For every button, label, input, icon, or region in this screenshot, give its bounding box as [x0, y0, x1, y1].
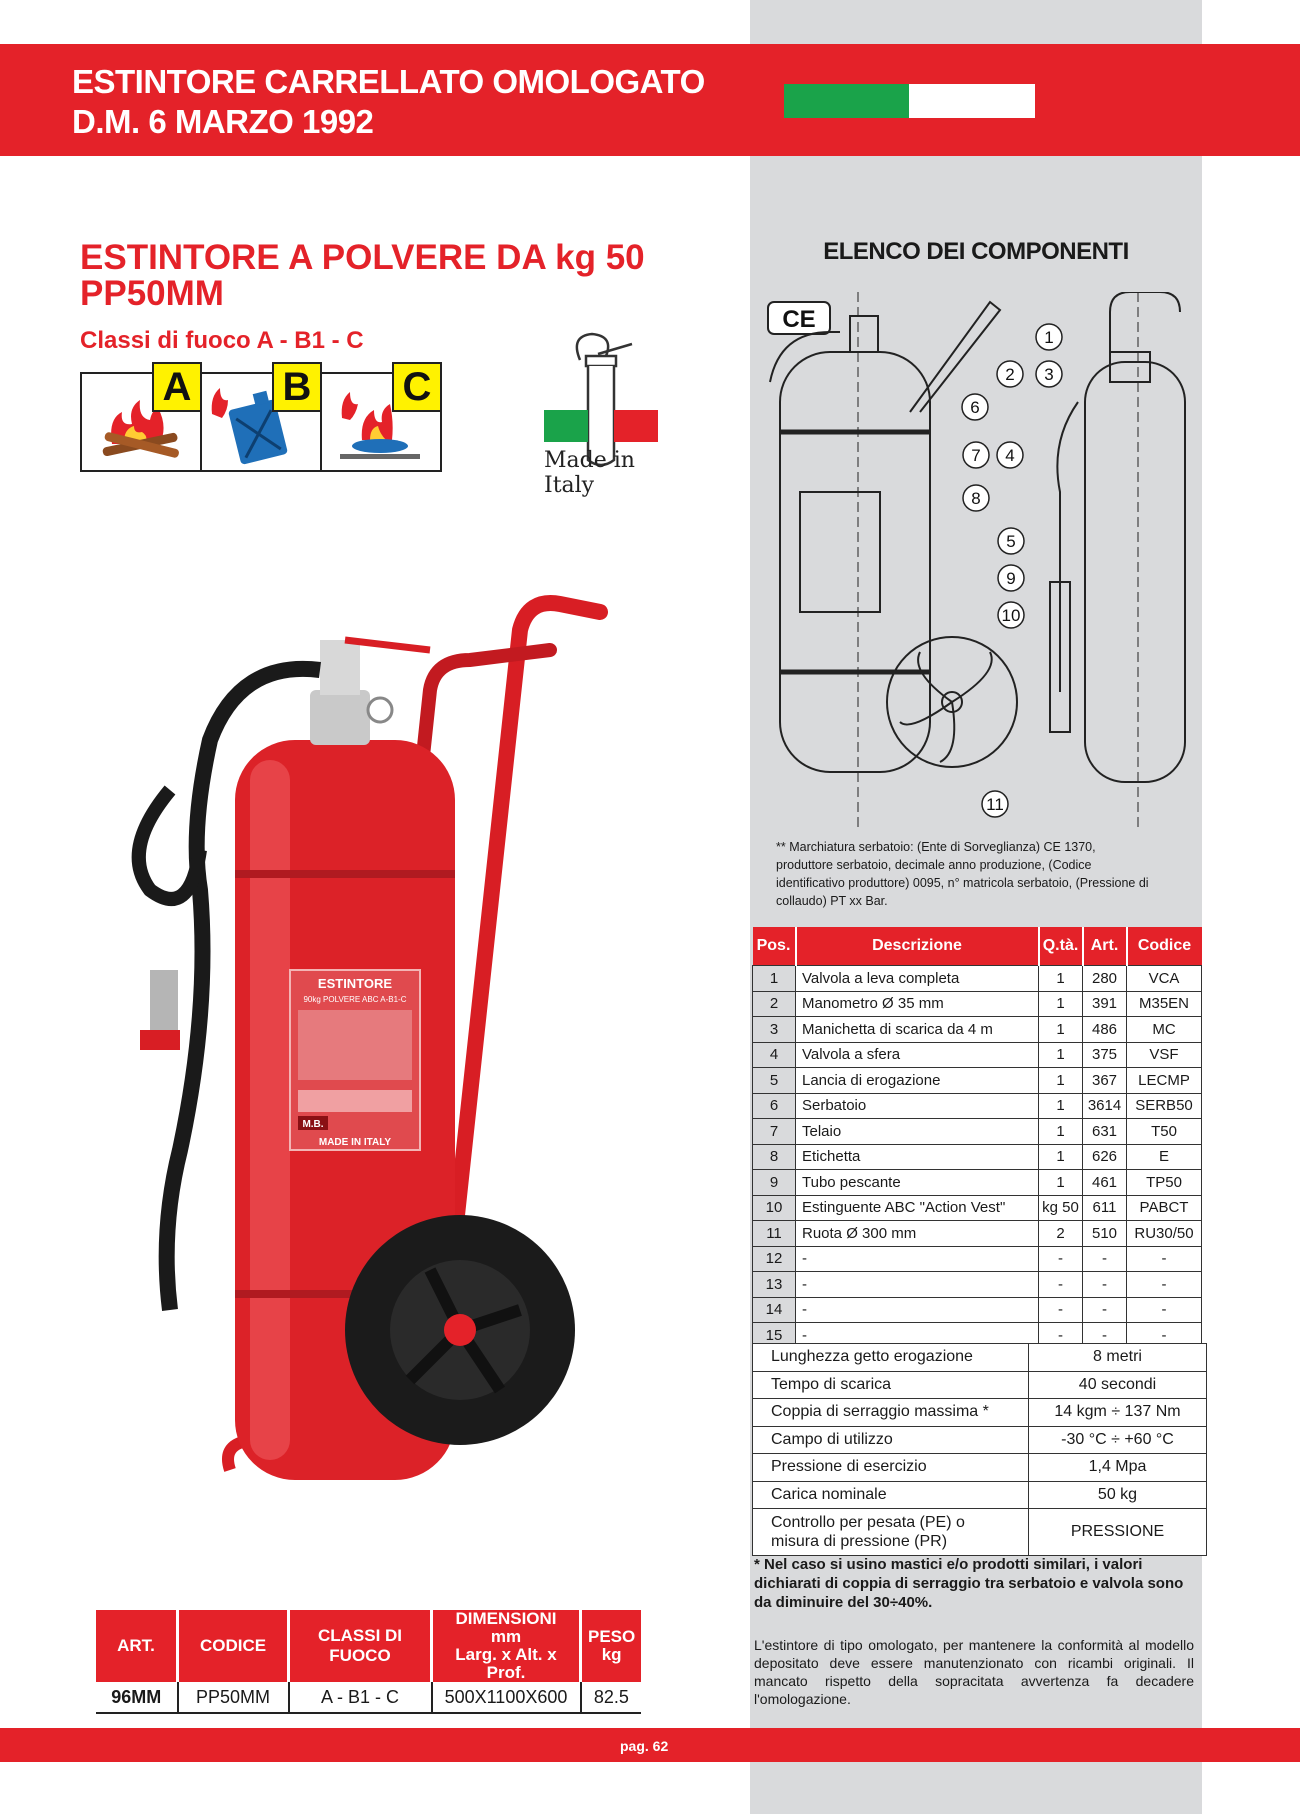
svg-text:11: 11 [986, 795, 1004, 814]
component-cell-pos: 4 [753, 1042, 796, 1068]
spec-label: Tempo di scarica [753, 1371, 1029, 1399]
spec-label-controllo [753, 1509, 1029, 1556]
spec-value: 50 kg [1029, 1481, 1207, 1509]
cell-classi: A - B1 - C [289, 1682, 432, 1713]
header-peso-line2: kg [601, 1645, 622, 1664]
component-cell-descrizione: Telaio [796, 1119, 1039, 1145]
component-cell-qta: 1 [1039, 1144, 1083, 1170]
component-row [753, 1272, 1202, 1298]
product-title [80, 240, 645, 312]
component-cell-descrizione: Manichetta di scarica da 4 m [796, 1017, 1039, 1043]
component-cell-art: 611 [1083, 1195, 1127, 1221]
svg-text:8: 8 [971, 489, 981, 508]
cell-peso: 82.5 [581, 1682, 642, 1713]
spec-label-controllo-line1: Controllo per pesata (PE) o [771, 1514, 965, 1531]
component-cell-qta: 1 [1039, 1017, 1083, 1043]
spec-label: Carica nominale [753, 1481, 1029, 1509]
component-cell-descrizione: Serbatoio [796, 1093, 1039, 1119]
component-cell-pos: 15 [753, 1323, 796, 1349]
component-cell-codice: MC [1127, 1017, 1202, 1043]
callout-9 [998, 565, 1024, 591]
product-spec-table [96, 1610, 641, 1714]
cell-art: 96MM [96, 1682, 178, 1713]
flag-red [1035, 84, 1160, 118]
page-title [72, 62, 705, 142]
fire-class-c-letter: C [392, 362, 442, 412]
svg-text:2: 2 [1005, 365, 1015, 384]
component-cell-pos: 8 [753, 1144, 796, 1170]
component-cell-pos: 5 [753, 1068, 796, 1094]
component-cell-art: - [1083, 1297, 1127, 1323]
page-title-line2: D.M. 6 MARZO 1992 [72, 103, 374, 140]
svg-text:7: 7 [971, 446, 981, 465]
header-qta: Q.tà. [1039, 927, 1083, 966]
header-art: ART. [96, 1610, 178, 1682]
component-cell-descrizione: Etichetta [796, 1144, 1039, 1170]
spec-row [753, 1344, 1207, 1372]
spec-label: Coppia di serraggio massima * [753, 1399, 1029, 1427]
component-cell-descrizione: - [796, 1297, 1039, 1323]
component-row [753, 1297, 1202, 1323]
product-image [130, 590, 650, 1540]
components-title: ELENCO DEI COMPONENTI [823, 238, 1129, 265]
header-pos: Pos. [753, 927, 796, 966]
note-line1: ** Marchiatura serbatoio: (Ente di Sorveglianza) CE 1370, [776, 840, 1096, 854]
callout-7 [963, 442, 989, 468]
fire-class-b-icon [200, 365, 322, 472]
page-title-line1: ESTINTORE CARRELLATO OMOLOGATO [72, 63, 705, 100]
component-cell-art: 367 [1083, 1068, 1127, 1094]
component-cell-descrizione: Valvola a sfera [796, 1042, 1039, 1068]
spec-label: Campo di utilizzo [753, 1426, 1029, 1454]
component-cell-pos: 2 [753, 991, 796, 1017]
component-cell-codice: VSF [1127, 1042, 1202, 1068]
component-cell-descrizione: Estinguente ABC "Action Vest" [796, 1195, 1039, 1221]
fire-classes-label: Classi di fuoco A - B1 - C [80, 327, 364, 354]
note-line4: collaudo) PT xx Bar. [776, 894, 888, 908]
spec-row [753, 1426, 1207, 1454]
component-row [753, 991, 1202, 1017]
fire-class-a-letter: A [152, 362, 202, 412]
spec-value: -30 °C ÷ +60 °C [1029, 1426, 1207, 1454]
component-cell-qta: - [1039, 1272, 1083, 1298]
svg-text:4: 4 [1005, 446, 1015, 465]
callout-11 [982, 791, 1008, 817]
component-cell-art: 486 [1083, 1017, 1127, 1043]
header-peso-line1: PESO [588, 1627, 636, 1646]
components-header-row [753, 927, 1202, 966]
component-cell-qta: 2 [1039, 1221, 1083, 1247]
tank-marking-note [776, 838, 1166, 910]
header-descrizione: Descrizione [796, 927, 1039, 966]
component-cell-descrizione: - [796, 1272, 1039, 1298]
component-row [753, 1119, 1202, 1145]
note-line2: produttore serbatoio, decimale anno produzione, (Codice [776, 858, 1092, 872]
spec-row [753, 1481, 1207, 1509]
component-cell-qta: 1 [1039, 1068, 1083, 1094]
callout-6 [962, 394, 988, 420]
callout-10 [998, 602, 1024, 628]
fire-class-b-letter: B [272, 362, 322, 412]
spec-row [753, 1371, 1207, 1399]
component-row [753, 1221, 1202, 1247]
component-cell-pos: 11 [753, 1221, 796, 1247]
component-cell-codice: TP50 [1127, 1170, 1202, 1196]
header-dimensioni-line1: DIMENSIONI mm [455, 1609, 557, 1646]
component-cell-art: 3614 [1083, 1093, 1127, 1119]
component-row [753, 1042, 1202, 1068]
header-classi: CLASSI DI FUOCO [289, 1610, 432, 1682]
product-code-title: PP50MM [80, 274, 224, 313]
ce-mark: CE [782, 306, 816, 333]
component-cell-descrizione: Valvola a leva completa [796, 966, 1039, 992]
component-row [753, 1195, 1202, 1221]
component-cell-codice: - [1127, 1272, 1202, 1298]
header-codice: Codice [1127, 927, 1202, 966]
flag-green [784, 84, 909, 118]
component-cell-qta: 1 [1039, 1119, 1083, 1145]
spec-label: Lunghezza getto erogazione [753, 1344, 1029, 1372]
component-row [753, 1017, 1202, 1043]
component-cell-pos: 1 [753, 966, 796, 992]
component-cell-art: 461 [1083, 1170, 1127, 1196]
component-cell-codice: - [1127, 1323, 1202, 1349]
component-cell-pos: 13 [753, 1272, 796, 1298]
component-cell-art: - [1083, 1272, 1127, 1298]
component-cell-qta: - [1039, 1323, 1083, 1349]
label-polvere: 90kg POLVERE ABC A-B1-C [303, 995, 407, 1004]
component-cell-codice: T50 [1127, 1119, 1202, 1145]
callout-2 [997, 361, 1023, 387]
svg-text:1: 1 [1044, 328, 1054, 347]
component-row [753, 1246, 1202, 1272]
callout-8 [963, 485, 989, 511]
product-title-line1: ESTINTORE A POLVERE DA kg 50 [80, 238, 645, 277]
page-number: pag. 62 [620, 1738, 669, 1754]
header-codice: CODICE [178, 1610, 289, 1682]
svg-text:5: 5 [1006, 532, 1016, 551]
component-cell-descrizione: Manometro Ø 35 mm [796, 991, 1039, 1017]
component-cell-art: 280 [1083, 966, 1127, 992]
component-cell-qta: 1 [1039, 966, 1083, 992]
component-cell-descrizione: - [796, 1323, 1039, 1349]
note-line3: identificativo produttore) 0095, n° matricola serbatoio, (Pressione di [776, 876, 1149, 890]
cell-codice: PP50MM [178, 1682, 289, 1713]
component-cell-codice: PABCT [1127, 1195, 1202, 1221]
callout-3 [1036, 361, 1062, 387]
component-cell-pos: 14 [753, 1297, 796, 1323]
flag-white [909, 84, 1034, 118]
component-cell-codice: - [1127, 1246, 1202, 1272]
component-cell-qta: kg 50 [1039, 1195, 1083, 1221]
component-cell-descrizione: - [796, 1246, 1039, 1272]
component-cell-codice: - [1127, 1297, 1202, 1323]
component-cell-codice: E [1127, 1144, 1202, 1170]
callout-1 [1036, 324, 1062, 350]
header-peso [581, 1610, 642, 1682]
header-art: Art. [1083, 927, 1127, 966]
component-cell-qta: 1 [1039, 1170, 1083, 1196]
svg-text:3: 3 [1044, 365, 1054, 384]
component-cell-art: 391 [1083, 991, 1127, 1017]
component-row [753, 1144, 1202, 1170]
component-cell-qta: 1 [1039, 1042, 1083, 1068]
spec-value: 40 secondi [1029, 1371, 1207, 1399]
component-cell-qta: 1 [1039, 991, 1083, 1017]
component-row [753, 1093, 1202, 1119]
cell-dimensioni: 500X1100X600 [432, 1682, 581, 1713]
technical-spec-table [752, 1343, 1207, 1556]
component-cell-art: - [1083, 1246, 1127, 1272]
spec-value-controllo: PRESSIONE [1029, 1509, 1207, 1556]
callout-4 [997, 442, 1023, 468]
spec-row [753, 1454, 1207, 1482]
homologation-warning: L'estintore di tipo omologato, per mantenere la conformità al modello depositato deve essere manutenzionato con ricambi originali. Il mancato rispetto della sopracitata avvertenza fa decadere l'omologazione. [754, 1637, 1194, 1707]
component-cell-descrizione: Lancia di erogazione [796, 1068, 1039, 1094]
svg-text:6: 6 [970, 398, 980, 417]
header-dimensioni-line2: Larg. x Alt. x Prof. [455, 1645, 557, 1682]
label-made-in: MADE IN ITALY [318, 1137, 392, 1148]
component-row [753, 966, 1202, 992]
spec-value: 8 metri [1029, 1344, 1207, 1372]
component-cell-pos: 9 [753, 1170, 796, 1196]
component-cell-art: 631 [1083, 1119, 1127, 1145]
fire-class-c-icon [320, 365, 442, 472]
components-diagram [760, 292, 1200, 827]
component-cell-art: 510 [1083, 1221, 1127, 1247]
component-cell-codice: VCA [1127, 966, 1202, 992]
component-cell-codice: RU30/50 [1127, 1221, 1202, 1247]
component-cell-qta: - [1039, 1246, 1083, 1272]
product-spec-row [96, 1682, 641, 1713]
component-cell-codice: LECMP [1127, 1068, 1202, 1094]
label-estintore: ESTINTORE [317, 976, 393, 991]
component-cell-codice: M35EN [1127, 991, 1202, 1017]
product-spec-header-row [96, 1610, 641, 1682]
spec-label-controllo-line2: misura di pressione (PR) [771, 1533, 948, 1550]
component-cell-codice: SERB50 [1127, 1093, 1202, 1119]
component-cell-art: 626 [1083, 1144, 1127, 1170]
components-table [752, 927, 1202, 1349]
callout-5 [998, 528, 1024, 554]
svg-text:10: 10 [1001, 606, 1021, 625]
component-cell-qta: - [1039, 1297, 1083, 1323]
component-cell-descrizione: Tubo pescante [796, 1170, 1039, 1196]
svg-text:9: 9 [1006, 569, 1016, 588]
component-cell-pos: 6 [753, 1093, 796, 1119]
label-brand: M.B. [302, 1119, 324, 1130]
component-cell-pos: 12 [753, 1246, 796, 1272]
spec-row-controllo [753, 1509, 1207, 1556]
component-cell-art: 375 [1083, 1042, 1127, 1068]
component-cell-art: - [1083, 1323, 1127, 1349]
component-row [753, 1068, 1202, 1094]
spec-row [753, 1399, 1207, 1427]
component-row [753, 1170, 1202, 1196]
spec-value: 1,4 Mpa [1029, 1454, 1207, 1482]
component-cell-pos: 10 [753, 1195, 796, 1221]
header-dimensioni [432, 1610, 581, 1682]
torque-footnote: * Nel caso si usino mastici e/o prodotti similari, i valori dichiarati di coppia di serraggio tra serbatoio e valvola sono da diminuire del 30÷40%. [754, 1556, 1184, 1611]
spec-value: 14 kgm ÷ 137 Nm [1029, 1399, 1207, 1427]
spec-label: Pressione di esercizio [753, 1454, 1029, 1482]
component-cell-qta: 1 [1039, 1093, 1083, 1119]
made-in-italy-logo [540, 330, 680, 498]
made-in-italy-text: Made in Italy [544, 448, 635, 498]
component-cell-pos: 7 [753, 1119, 796, 1145]
component-cell-pos: 3 [753, 1017, 796, 1043]
italian-flag [784, 84, 1160, 118]
fire-class-a-icon [80, 365, 202, 472]
component-cell-descrizione: Ruota Ø 300 mm [796, 1221, 1039, 1247]
